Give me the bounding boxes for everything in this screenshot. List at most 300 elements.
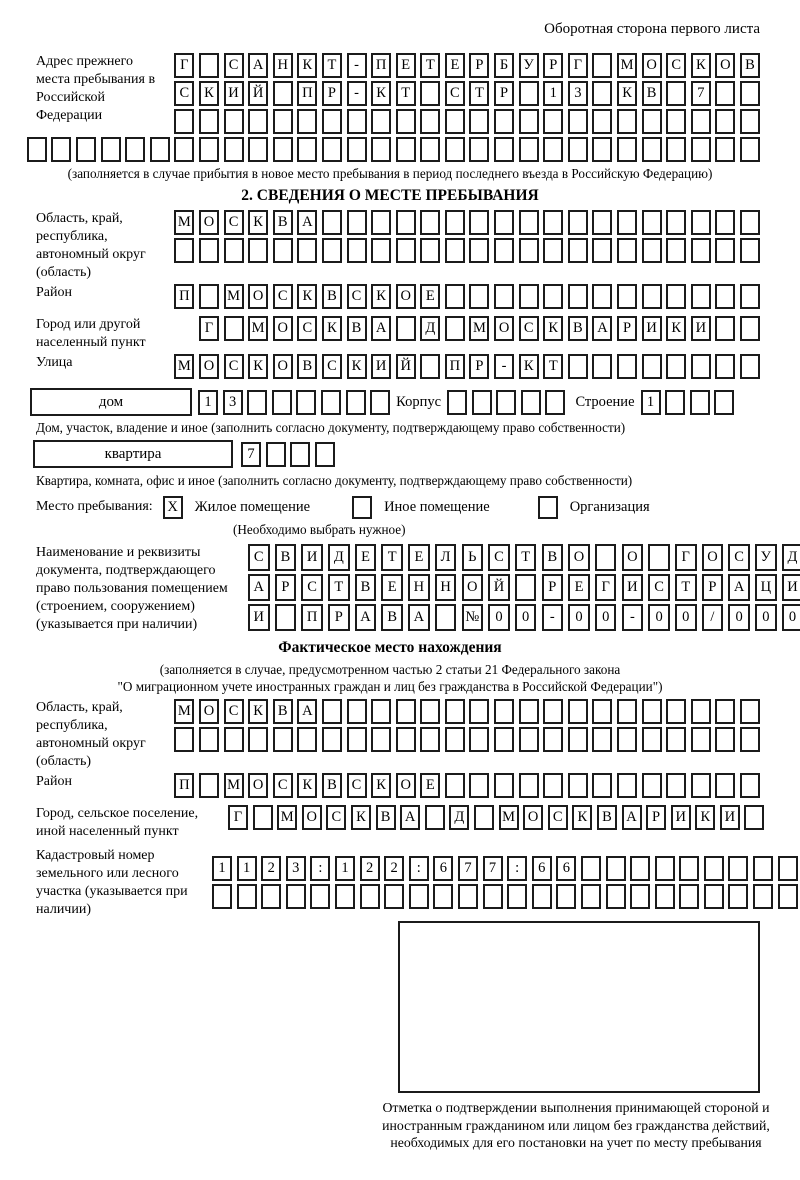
- char-cell[interactable]: 0: [515, 604, 537, 631]
- char-cell[interactable]: [297, 238, 317, 263]
- char-cell[interactable]: [396, 137, 416, 162]
- char-cell[interactable]: Г: [199, 316, 219, 341]
- char-cell[interactable]: С: [297, 316, 317, 341]
- char-cell[interactable]: [642, 773, 662, 798]
- char-cell[interactable]: [642, 137, 662, 162]
- char-cell[interactable]: О: [642, 53, 662, 78]
- char-cell[interactable]: Р: [275, 574, 297, 601]
- char-cell[interactable]: Г: [174, 53, 194, 78]
- char-cell[interactable]: [335, 884, 355, 909]
- char-cell[interactable]: [715, 354, 735, 379]
- char-cell[interactable]: [568, 773, 588, 798]
- char-cell[interactable]: [515, 574, 537, 601]
- char-cell[interactable]: 3: [568, 81, 588, 106]
- char-cell[interactable]: [346, 390, 366, 415]
- char-cell[interactable]: [199, 238, 219, 263]
- char-cell[interactable]: 1: [641, 390, 661, 415]
- char-cell[interactable]: Т: [420, 53, 440, 78]
- char-cell[interactable]: [617, 773, 637, 798]
- char-cell[interactable]: К: [695, 805, 715, 830]
- char-cell[interactable]: М: [174, 210, 194, 235]
- char-cell[interactable]: [371, 137, 391, 162]
- char-cell[interactable]: [472, 390, 492, 415]
- char-cell[interactable]: -: [622, 604, 644, 631]
- char-cell[interactable]: [519, 773, 539, 798]
- char-cell[interactable]: [290, 442, 310, 467]
- char-cell[interactable]: [715, 81, 735, 106]
- char-cell[interactable]: [568, 109, 588, 134]
- char-cell[interactable]: Г: [675, 544, 697, 571]
- char-cell[interactable]: [494, 238, 514, 263]
- char-cell[interactable]: О: [462, 574, 484, 601]
- char-cell[interactable]: [435, 604, 457, 631]
- char-cell[interactable]: К: [297, 284, 317, 309]
- char-cell[interactable]: 0: [782, 604, 800, 631]
- char-cell[interactable]: [715, 727, 735, 752]
- char-cell[interactable]: [469, 284, 489, 309]
- char-cell[interactable]: [740, 109, 760, 134]
- char-cell[interactable]: [642, 210, 662, 235]
- char-cell[interactable]: [360, 884, 380, 909]
- char-cell[interactable]: 6: [532, 856, 552, 881]
- char-cell[interactable]: [592, 238, 612, 263]
- char-cell[interactable]: [409, 884, 429, 909]
- char-cell[interactable]: :: [310, 856, 330, 881]
- char-cell[interactable]: [642, 284, 662, 309]
- char-cell[interactable]: К: [248, 354, 268, 379]
- char-cell[interactable]: В: [381, 604, 403, 631]
- char-cell[interactable]: И: [642, 316, 662, 341]
- char-cell[interactable]: [322, 238, 342, 263]
- char-cell[interactable]: [396, 109, 416, 134]
- char-cell[interactable]: [199, 727, 219, 752]
- char-cell[interactable]: [592, 773, 612, 798]
- char-cell[interactable]: Е: [381, 574, 403, 601]
- char-cell[interactable]: А: [371, 316, 391, 341]
- char-cell[interactable]: [396, 210, 416, 235]
- char-cell[interactable]: [273, 81, 293, 106]
- char-cell[interactable]: [469, 727, 489, 752]
- char-cell[interactable]: [778, 884, 798, 909]
- char-cell[interactable]: [248, 727, 268, 752]
- char-cell[interactable]: [199, 53, 219, 78]
- char-cell[interactable]: М: [617, 53, 637, 78]
- char-cell[interactable]: Т: [675, 574, 697, 601]
- char-cell[interactable]: [592, 53, 612, 78]
- char-cell[interactable]: [445, 109, 465, 134]
- char-cell[interactable]: С: [648, 574, 670, 601]
- char-cell[interactable]: К: [691, 53, 711, 78]
- char-cell[interactable]: 2: [261, 856, 281, 881]
- char-cell[interactable]: В: [275, 544, 297, 571]
- char-cell[interactable]: Е: [420, 773, 440, 798]
- char-cell[interactable]: О: [248, 773, 268, 798]
- char-cell[interactable]: [371, 210, 391, 235]
- char-cell[interactable]: [740, 699, 760, 724]
- char-cell[interactable]: [690, 390, 710, 415]
- char-cell[interactable]: [296, 390, 316, 415]
- char-cell[interactable]: [370, 390, 390, 415]
- char-cell[interactable]: [519, 137, 539, 162]
- char-cell[interactable]: С: [224, 210, 244, 235]
- char-cell[interactable]: [592, 137, 612, 162]
- char-cell[interactable]: [420, 699, 440, 724]
- char-cell[interactable]: [310, 884, 330, 909]
- char-cell[interactable]: [474, 805, 494, 830]
- char-cell[interactable]: [286, 884, 306, 909]
- char-cell[interactable]: 7: [483, 856, 503, 881]
- char-cell[interactable]: Г: [568, 53, 588, 78]
- char-cell[interactable]: К: [297, 53, 317, 78]
- char-cell[interactable]: Е: [355, 544, 377, 571]
- char-cell[interactable]: К: [248, 699, 268, 724]
- char-cell[interactable]: [691, 727, 711, 752]
- char-cell[interactable]: [237, 884, 257, 909]
- char-cell[interactable]: [655, 856, 675, 881]
- char-cell[interactable]: М: [224, 773, 244, 798]
- char-cell[interactable]: /: [702, 604, 724, 631]
- char-cell[interactable]: [469, 109, 489, 134]
- char-cell[interactable]: [199, 109, 219, 134]
- char-cell[interactable]: Т: [396, 81, 416, 106]
- char-cell[interactable]: [642, 354, 662, 379]
- char-cell[interactable]: К: [199, 81, 219, 106]
- char-cell[interactable]: [445, 238, 465, 263]
- char-cell[interactable]: М: [248, 316, 268, 341]
- char-cell[interactable]: П: [301, 604, 323, 631]
- char-cell[interactable]: 1: [212, 856, 232, 881]
- char-cell[interactable]: [371, 699, 391, 724]
- char-cell[interactable]: С: [322, 354, 342, 379]
- char-cell[interactable]: [665, 390, 685, 415]
- char-cell[interactable]: [568, 699, 588, 724]
- char-cell[interactable]: [174, 109, 194, 134]
- char-cell[interactable]: С: [666, 53, 686, 78]
- char-cell[interactable]: [420, 109, 440, 134]
- char-cell[interactable]: [101, 137, 121, 162]
- char-cell[interactable]: М: [499, 805, 519, 830]
- char-cell[interactable]: [617, 727, 637, 752]
- char-cell[interactable]: 1: [237, 856, 257, 881]
- char-cell[interactable]: [691, 284, 711, 309]
- char-cell[interactable]: [568, 284, 588, 309]
- char-cell[interactable]: [666, 238, 686, 263]
- char-cell[interactable]: П: [445, 354, 465, 379]
- char-cell[interactable]: М: [277, 805, 297, 830]
- char-cell[interactable]: [543, 109, 563, 134]
- char-cell[interactable]: [445, 210, 465, 235]
- char-cell[interactable]: [445, 284, 465, 309]
- char-cell[interactable]: М: [174, 699, 194, 724]
- char-cell[interactable]: [545, 390, 565, 415]
- char-cell[interactable]: [642, 238, 662, 263]
- char-cell[interactable]: [224, 109, 244, 134]
- char-cell[interactable]: К: [617, 81, 637, 106]
- char-cell[interactable]: [150, 137, 170, 162]
- char-cell[interactable]: С: [224, 354, 244, 379]
- char-cell[interactable]: С: [728, 544, 750, 571]
- char-cell[interactable]: Т: [515, 544, 537, 571]
- char-cell[interactable]: Т: [469, 81, 489, 106]
- char-cell[interactable]: Д: [328, 544, 350, 571]
- char-cell[interactable]: [469, 238, 489, 263]
- char-cell[interactable]: [27, 137, 47, 162]
- char-cell[interactable]: С: [347, 284, 367, 309]
- char-cell[interactable]: [642, 699, 662, 724]
- char-cell[interactable]: [543, 699, 563, 724]
- char-cell[interactable]: [494, 109, 514, 134]
- char-cell[interactable]: [740, 727, 760, 752]
- char-cell[interactable]: А: [408, 604, 430, 631]
- char-cell[interactable]: К: [371, 81, 391, 106]
- char-cell[interactable]: Й: [248, 81, 268, 106]
- char-cell[interactable]: В: [297, 354, 317, 379]
- char-cell[interactable]: [224, 137, 244, 162]
- char-cell[interactable]: К: [322, 316, 342, 341]
- char-cell[interactable]: А: [400, 805, 420, 830]
- char-cell[interactable]: [666, 81, 686, 106]
- char-cell[interactable]: 0: [648, 604, 670, 631]
- char-cell[interactable]: [322, 210, 342, 235]
- char-cell[interactable]: Т: [322, 53, 342, 78]
- char-cell[interactable]: [371, 727, 391, 752]
- char-cell[interactable]: П: [174, 773, 194, 798]
- char-cell[interactable]: [691, 137, 711, 162]
- char-cell[interactable]: Т: [381, 544, 403, 571]
- char-cell[interactable]: [445, 699, 465, 724]
- char-cell[interactable]: [507, 884, 527, 909]
- char-cell[interactable]: [273, 137, 293, 162]
- char-cell[interactable]: К: [371, 284, 391, 309]
- char-cell[interactable]: №: [462, 604, 484, 631]
- char-cell[interactable]: О: [199, 699, 219, 724]
- char-cell[interactable]: [568, 727, 588, 752]
- char-cell[interactable]: С: [347, 773, 367, 798]
- char-cell[interactable]: [568, 354, 588, 379]
- char-cell[interactable]: [568, 137, 588, 162]
- char-cell[interactable]: [469, 699, 489, 724]
- char-cell[interactable]: -: [347, 53, 367, 78]
- char-cell[interactable]: Р: [617, 316, 637, 341]
- char-cell[interactable]: П: [297, 81, 317, 106]
- char-cell[interactable]: [420, 81, 440, 106]
- char-cell[interactable]: О: [273, 316, 293, 341]
- char-cell[interactable]: [224, 727, 244, 752]
- char-cell[interactable]: [76, 137, 96, 162]
- char-cell[interactable]: Д: [420, 316, 440, 341]
- char-cell[interactable]: Е: [568, 574, 590, 601]
- char-cell[interactable]: А: [592, 316, 612, 341]
- char-cell[interactable]: [469, 137, 489, 162]
- char-cell[interactable]: И: [248, 604, 270, 631]
- char-cell[interactable]: [666, 284, 686, 309]
- char-cell[interactable]: 3: [223, 390, 243, 415]
- char-cell[interactable]: С: [548, 805, 568, 830]
- char-cell[interactable]: [595, 544, 617, 571]
- char-cell[interactable]: [691, 354, 711, 379]
- char-cell[interactable]: Н: [408, 574, 430, 601]
- char-cell[interactable]: [606, 856, 626, 881]
- char-cell[interactable]: У: [519, 53, 539, 78]
- char-cell[interactable]: [445, 137, 465, 162]
- char-cell[interactable]: О: [199, 354, 219, 379]
- char-cell[interactable]: [691, 773, 711, 798]
- char-cell[interactable]: Й: [488, 574, 510, 601]
- char-cell[interactable]: [715, 284, 735, 309]
- char-cell[interactable]: [606, 884, 626, 909]
- char-cell[interactable]: [174, 137, 194, 162]
- char-cell[interactable]: И: [301, 544, 323, 571]
- char-cell[interactable]: 0: [675, 604, 697, 631]
- char-cell[interactable]: А: [248, 53, 268, 78]
- char-cell[interactable]: 1: [543, 81, 563, 106]
- char-cell[interactable]: 1: [335, 856, 355, 881]
- char-cell[interactable]: [396, 316, 416, 341]
- char-cell[interactable]: 0: [488, 604, 510, 631]
- char-cell[interactable]: [445, 727, 465, 752]
- residence-type-checkbox-zhiloe[interactable]: X: [163, 496, 183, 519]
- char-cell[interactable]: [396, 238, 416, 263]
- char-cell[interactable]: [543, 727, 563, 752]
- char-cell[interactable]: О: [199, 210, 219, 235]
- char-cell[interactable]: [666, 773, 686, 798]
- char-cell[interactable]: [420, 354, 440, 379]
- char-cell[interactable]: О: [302, 805, 322, 830]
- char-cell[interactable]: Н: [273, 53, 293, 78]
- char-cell[interactable]: :: [409, 856, 429, 881]
- char-cell[interactable]: [297, 727, 317, 752]
- char-cell[interactable]: [714, 390, 734, 415]
- char-cell[interactable]: [396, 699, 416, 724]
- char-cell[interactable]: Г: [595, 574, 617, 601]
- char-cell[interactable]: 3: [286, 856, 306, 881]
- char-cell[interactable]: [494, 699, 514, 724]
- char-cell[interactable]: [297, 109, 317, 134]
- char-cell[interactable]: [642, 109, 662, 134]
- char-cell[interactable]: [679, 856, 699, 881]
- char-cell[interactable]: И: [371, 354, 391, 379]
- char-cell[interactable]: [212, 884, 232, 909]
- char-cell[interactable]: Р: [494, 81, 514, 106]
- char-cell[interactable]: [199, 773, 219, 798]
- char-cell[interactable]: Р: [469, 354, 489, 379]
- char-cell[interactable]: [347, 699, 367, 724]
- char-cell[interactable]: [778, 856, 798, 881]
- char-cell[interactable]: [347, 137, 367, 162]
- char-cell[interactable]: [266, 442, 286, 467]
- char-cell[interactable]: [592, 354, 612, 379]
- char-cell[interactable]: [592, 81, 612, 106]
- char-cell[interactable]: Е: [396, 53, 416, 78]
- char-cell[interactable]: С: [273, 284, 293, 309]
- char-cell[interactable]: [617, 354, 637, 379]
- char-cell[interactable]: [469, 773, 489, 798]
- char-cell[interactable]: [273, 727, 293, 752]
- char-cell[interactable]: 1: [198, 390, 218, 415]
- char-cell[interactable]: [261, 884, 281, 909]
- char-cell[interactable]: [297, 137, 317, 162]
- char-cell[interactable]: [592, 699, 612, 724]
- char-cell[interactable]: В: [347, 316, 367, 341]
- char-cell[interactable]: [556, 884, 576, 909]
- char-cell[interactable]: [494, 284, 514, 309]
- char-cell[interactable]: [617, 109, 637, 134]
- char-cell[interactable]: [666, 210, 686, 235]
- char-cell[interactable]: [740, 238, 760, 263]
- char-cell[interactable]: О: [568, 544, 590, 571]
- char-cell[interactable]: А: [355, 604, 377, 631]
- char-cell[interactable]: [740, 773, 760, 798]
- char-cell[interactable]: [740, 137, 760, 162]
- char-cell[interactable]: [371, 238, 391, 263]
- char-cell[interactable]: [581, 856, 601, 881]
- char-cell[interactable]: [447, 390, 467, 415]
- char-cell[interactable]: [458, 884, 478, 909]
- char-cell[interactable]: В: [568, 316, 588, 341]
- char-cell[interactable]: -: [542, 604, 564, 631]
- char-cell[interactable]: О: [396, 284, 416, 309]
- char-cell[interactable]: [125, 137, 145, 162]
- char-cell[interactable]: К: [543, 316, 563, 341]
- char-cell[interactable]: О: [248, 284, 268, 309]
- char-cell[interactable]: [704, 856, 724, 881]
- char-cell[interactable]: П: [174, 284, 194, 309]
- char-cell[interactable]: [433, 884, 453, 909]
- char-cell[interactable]: К: [297, 773, 317, 798]
- char-cell[interactable]: И: [671, 805, 691, 830]
- char-cell[interactable]: Р: [328, 604, 350, 631]
- char-cell[interactable]: [691, 238, 711, 263]
- char-cell[interactable]: [679, 884, 699, 909]
- char-cell[interactable]: 7: [241, 442, 261, 467]
- char-cell[interactable]: [704, 884, 724, 909]
- char-cell[interactable]: [322, 109, 342, 134]
- char-cell[interactable]: [592, 727, 612, 752]
- char-cell[interactable]: [425, 805, 445, 830]
- char-cell[interactable]: [715, 238, 735, 263]
- char-cell[interactable]: А: [297, 699, 317, 724]
- char-cell[interactable]: [519, 109, 539, 134]
- char-cell[interactable]: И: [224, 81, 244, 106]
- char-cell[interactable]: [322, 699, 342, 724]
- residence-type-checkbox-org[interactable]: [538, 496, 558, 519]
- char-cell[interactable]: [630, 884, 650, 909]
- char-cell[interactable]: [199, 137, 219, 162]
- char-cell[interactable]: [51, 137, 71, 162]
- char-cell[interactable]: [174, 727, 194, 752]
- char-cell[interactable]: [648, 544, 670, 571]
- char-cell[interactable]: Д: [449, 805, 469, 830]
- char-cell[interactable]: О: [396, 773, 416, 798]
- char-cell[interactable]: [347, 727, 367, 752]
- char-cell[interactable]: :: [507, 856, 527, 881]
- char-cell[interactable]: Р: [543, 53, 563, 78]
- char-cell[interactable]: К: [666, 316, 686, 341]
- char-cell[interactable]: К: [351, 805, 371, 830]
- char-cell[interactable]: [715, 699, 735, 724]
- char-cell[interactable]: С: [273, 773, 293, 798]
- char-cell[interactable]: [568, 238, 588, 263]
- char-cell[interactable]: [224, 238, 244, 263]
- char-cell[interactable]: В: [322, 284, 342, 309]
- char-cell[interactable]: Р: [469, 53, 489, 78]
- char-cell[interactable]: [532, 884, 552, 909]
- char-cell[interactable]: [666, 354, 686, 379]
- char-cell[interactable]: [496, 390, 516, 415]
- char-cell[interactable]: [715, 773, 735, 798]
- char-cell[interactable]: П: [371, 53, 391, 78]
- char-cell[interactable]: 0: [568, 604, 590, 631]
